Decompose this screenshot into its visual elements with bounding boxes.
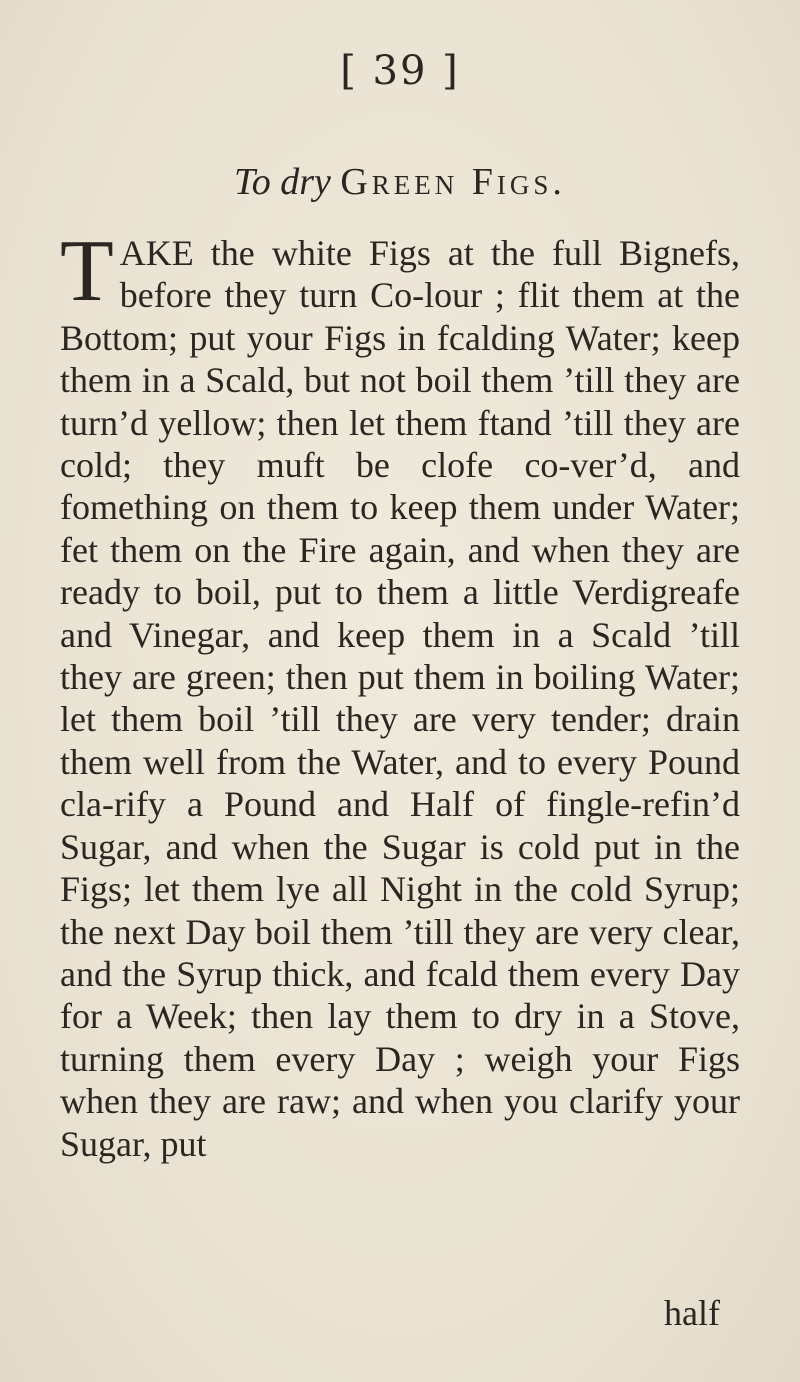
heading-title: Green Figs.	[340, 161, 566, 203]
drop-cap: T	[60, 223, 114, 320]
recipe-heading	[0, 160, 800, 204]
heading-lead: To dry	[234, 161, 331, 203]
catchword: half	[664, 1293, 720, 1333]
recipe-text: AKE the white Figs at the full Bignefs, before they turn Co-lour ; flit them at the Bottom; put your Figs in fcalding Water; keep them in a Scald, but not boil them ’till they are turn’d yellow; then let them ftand ’till they are cold; they muft be clofe co-ver’d, and fomething on them to keep them under Water; fet them on the Fire again, and when they are ready to boil, put to them a little Verdigreafe and Vinegar, and keep them in a Scald ’till they are green; then put them in boiling Water; let them boil ’till they are very tender; drain them well from the Water, and to every Pound cla-rify a Pound and Half of fingle-refin’d Sugar, and when the Sugar is cold put in the Figs; let them lye all Night in the cold Syrup; the next Day boil them ’till they are very clear, and the Syrup thick, and fcald them every Day for a Week; then lay them to dry in a Stove, turning them every Day ; weigh your Figs when they are raw; and when you clarify your Sugar, put	[60, 233, 740, 1164]
page-number: [ 39 ]	[340, 48, 460, 94]
recipe-body	[60, 223, 740, 1165]
